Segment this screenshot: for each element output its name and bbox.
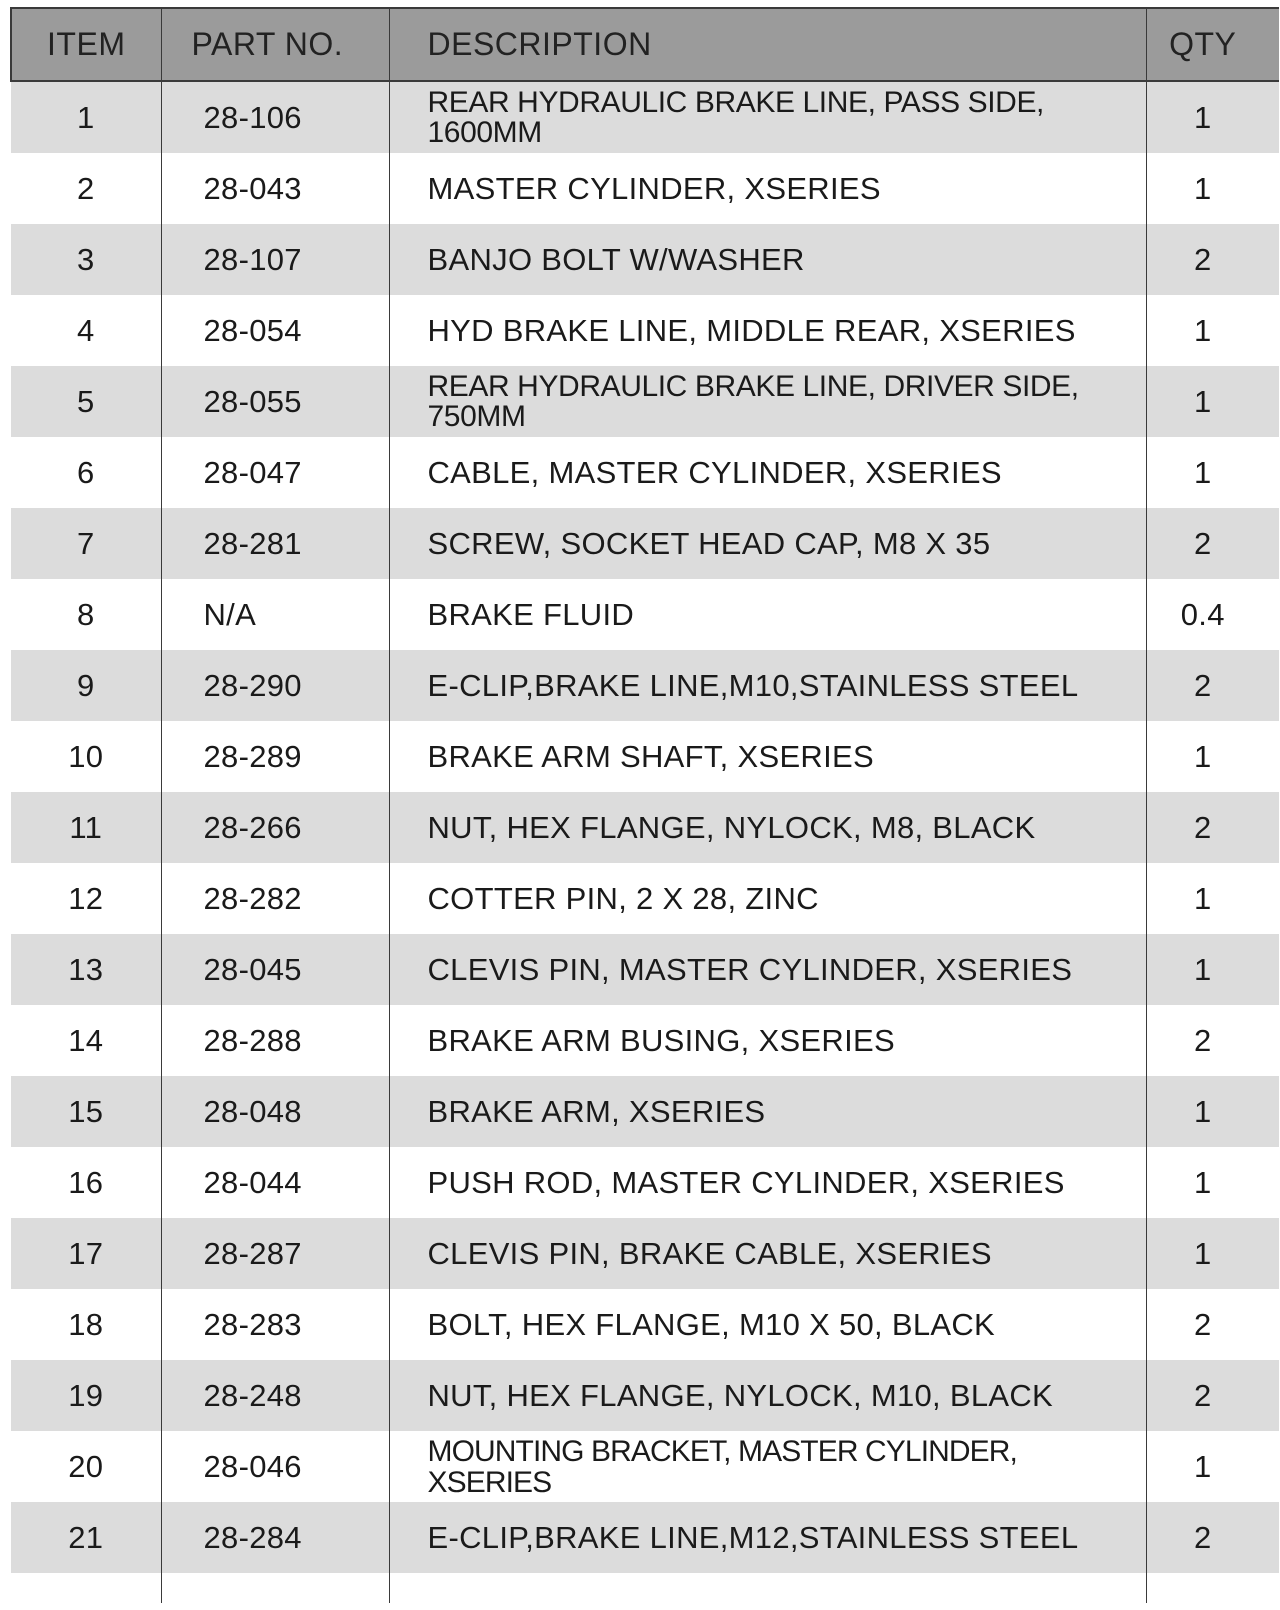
- part-no-cell: 28-281: [161, 508, 389, 579]
- table-row: [11, 1147, 1279, 1218]
- table-row: [11, 792, 1279, 863]
- item-cell: 12: [11, 863, 161, 934]
- table-row: [11, 1431, 1279, 1502]
- qty-cell: 0.4: [1146, 579, 1279, 650]
- part-no-cell: N/A: [161, 579, 389, 650]
- table-body: [11, 81, 1279, 1603]
- part-no-cell: 28-055: [161, 366, 389, 437]
- part-no-cell: 28-043: [161, 153, 389, 224]
- table-row: [11, 366, 1279, 437]
- header-qty: QTY: [1146, 8, 1279, 81]
- part-no-cell: 28-045: [161, 934, 389, 1005]
- empty-cell: [161, 1573, 389, 1603]
- qty-cell: 1: [1146, 1076, 1279, 1147]
- empty-cell: [11, 1573, 161, 1603]
- item-cell: 21: [11, 1502, 161, 1573]
- table-row: [11, 81, 1279, 153]
- item-cell: 9: [11, 650, 161, 721]
- description-cell: COTTER PIN, 2 X 28, ZINC: [389, 863, 1146, 934]
- description-cell: PUSH ROD, MASTER CYLINDER, XSERIES: [389, 1147, 1146, 1218]
- item-cell: 13: [11, 934, 161, 1005]
- item-cell: 6: [11, 437, 161, 508]
- item-cell: 7: [11, 508, 161, 579]
- qty-cell: 1: [1146, 366, 1279, 437]
- qty-cell: 1: [1146, 1431, 1279, 1502]
- description-cell: NUT, HEX FLANGE, NYLOCK, M8, BLACK: [389, 792, 1146, 863]
- description-cell: CLEVIS PIN, MASTER CYLINDER, XSERIES: [389, 934, 1146, 1005]
- description-cell: MASTER CYLINDER, XSERIES: [389, 153, 1146, 224]
- description-cell: HYD BRAKE LINE, MIDDLE REAR, XSERIES: [389, 295, 1146, 366]
- part-no-cell: 28-106: [161, 81, 389, 153]
- table-row: [11, 1289, 1279, 1360]
- part-no-cell: 28-284: [161, 1502, 389, 1573]
- qty-cell: 2: [1146, 1005, 1279, 1076]
- header-row: [11, 8, 1279, 81]
- part-no-cell: 28-289: [161, 721, 389, 792]
- item-cell: 20: [11, 1431, 161, 1502]
- description-cell: CLEVIS PIN, BRAKE CABLE, XSERIES: [389, 1218, 1146, 1289]
- description-cell: BRAKE ARM, XSERIES: [389, 1076, 1146, 1147]
- table-row-continuation: [11, 1573, 1279, 1603]
- table-row: [11, 650, 1279, 721]
- part-no-cell: 28-248: [161, 1360, 389, 1431]
- item-cell: 16: [11, 1147, 161, 1218]
- item-cell: 3: [11, 224, 161, 295]
- description-cell: E-CLIP,BRAKE LINE,M12,STAINLESS STEEL: [389, 1502, 1146, 1573]
- qty-cell: 1: [1146, 721, 1279, 792]
- table-row: [11, 1502, 1279, 1573]
- description-cell: BRAKE ARM SHAFT, XSERIES: [389, 721, 1146, 792]
- description-cell: BANJO BOLT W/WASHER: [389, 224, 1146, 295]
- item-cell: 15: [11, 1076, 161, 1147]
- description-cell: CABLE, MASTER CYLINDER, XSERIES: [389, 437, 1146, 508]
- table-row: [11, 863, 1279, 934]
- item-cell: 8: [11, 579, 161, 650]
- item-cell: 18: [11, 1289, 161, 1360]
- description-cell: E-CLIP,BRAKE LINE,M10,STAINLESS STEEL: [389, 650, 1146, 721]
- qty-cell: 1: [1146, 1147, 1279, 1218]
- part-no-cell: 28-283: [161, 1289, 389, 1360]
- part-no-cell: 28-044: [161, 1147, 389, 1218]
- part-no-cell: 28-290: [161, 650, 389, 721]
- qty-cell: 2: [1146, 508, 1279, 579]
- description-cell: REAR HYDRAULIC BRAKE LINE, PASS SIDE, 1600MM: [389, 81, 1146, 153]
- header-part-no: PART NO.: [161, 8, 389, 81]
- table-row: [11, 1218, 1279, 1289]
- item-cell: 4: [11, 295, 161, 366]
- qty-cell: 2: [1146, 1360, 1279, 1431]
- part-no-cell: 28-054: [161, 295, 389, 366]
- table-row: [11, 224, 1279, 295]
- qty-cell: 1: [1146, 1218, 1279, 1289]
- header-item: ITEM: [11, 8, 161, 81]
- qty-cell: 1: [1146, 934, 1279, 1005]
- description-cell: MOUNTING BRACKET, MASTER CYLINDER, XSERIES: [389, 1431, 1146, 1502]
- part-no-cell: 28-282: [161, 863, 389, 934]
- item-cell: 14: [11, 1005, 161, 1076]
- item-cell: 19: [11, 1360, 161, 1431]
- part-no-cell: 28-047: [161, 437, 389, 508]
- table-row: [11, 579, 1279, 650]
- part-no-cell: 28-287: [161, 1218, 389, 1289]
- description-cell: BRAKE FLUID: [389, 579, 1146, 650]
- qty-cell: 2: [1146, 224, 1279, 295]
- table-row: [11, 1005, 1279, 1076]
- qty-cell: 2: [1146, 1502, 1279, 1573]
- header-description: DESCRIPTION: [389, 8, 1146, 81]
- qty-cell: 1: [1146, 437, 1279, 508]
- table-row: [11, 721, 1279, 792]
- part-no-cell: 28-107: [161, 224, 389, 295]
- qty-cell: 1: [1146, 863, 1279, 934]
- description-cell: BOLT, HEX FLANGE, M10 X 50, BLACK: [389, 1289, 1146, 1360]
- item-cell: 1: [11, 81, 161, 153]
- table-row: [11, 437, 1279, 508]
- item-cell: 10: [11, 721, 161, 792]
- table-row: [11, 295, 1279, 366]
- item-cell: 17: [11, 1218, 161, 1289]
- description-cell: NUT, HEX FLANGE, NYLOCK, M10, BLACK: [389, 1360, 1146, 1431]
- table-row: [11, 1076, 1279, 1147]
- part-no-cell: 28-048: [161, 1076, 389, 1147]
- item-cell: 2: [11, 153, 161, 224]
- item-cell: 5: [11, 366, 161, 437]
- qty-cell: 1: [1146, 153, 1279, 224]
- table-row: [11, 508, 1279, 579]
- description-cell: SCREW, SOCKET HEAD CAP, M8 X 35: [389, 508, 1146, 579]
- part-no-cell: 28-266: [161, 792, 389, 863]
- parts-list-table: [10, 7, 1279, 1603]
- empty-cell: [1146, 1573, 1279, 1603]
- qty-cell: 2: [1146, 792, 1279, 863]
- item-cell: 11: [11, 792, 161, 863]
- qty-cell: 2: [1146, 1289, 1279, 1360]
- table-row: [11, 153, 1279, 224]
- empty-cell: [389, 1573, 1146, 1603]
- qty-cell: 1: [1146, 81, 1279, 153]
- table-header: [11, 8, 1279, 81]
- table-row: [11, 934, 1279, 1005]
- table-row: [11, 1360, 1279, 1431]
- qty-cell: 2: [1146, 650, 1279, 721]
- description-cell: REAR HYDRAULIC BRAKE LINE, DRIVER SIDE, 750MM: [389, 366, 1146, 437]
- qty-cell: 1: [1146, 295, 1279, 366]
- part-no-cell: 28-288: [161, 1005, 389, 1076]
- parts-list-table-container: [10, 7, 1278, 1603]
- part-no-cell: 28-046: [161, 1431, 389, 1502]
- description-cell: BRAKE ARM BUSING, XSERIES: [389, 1005, 1146, 1076]
